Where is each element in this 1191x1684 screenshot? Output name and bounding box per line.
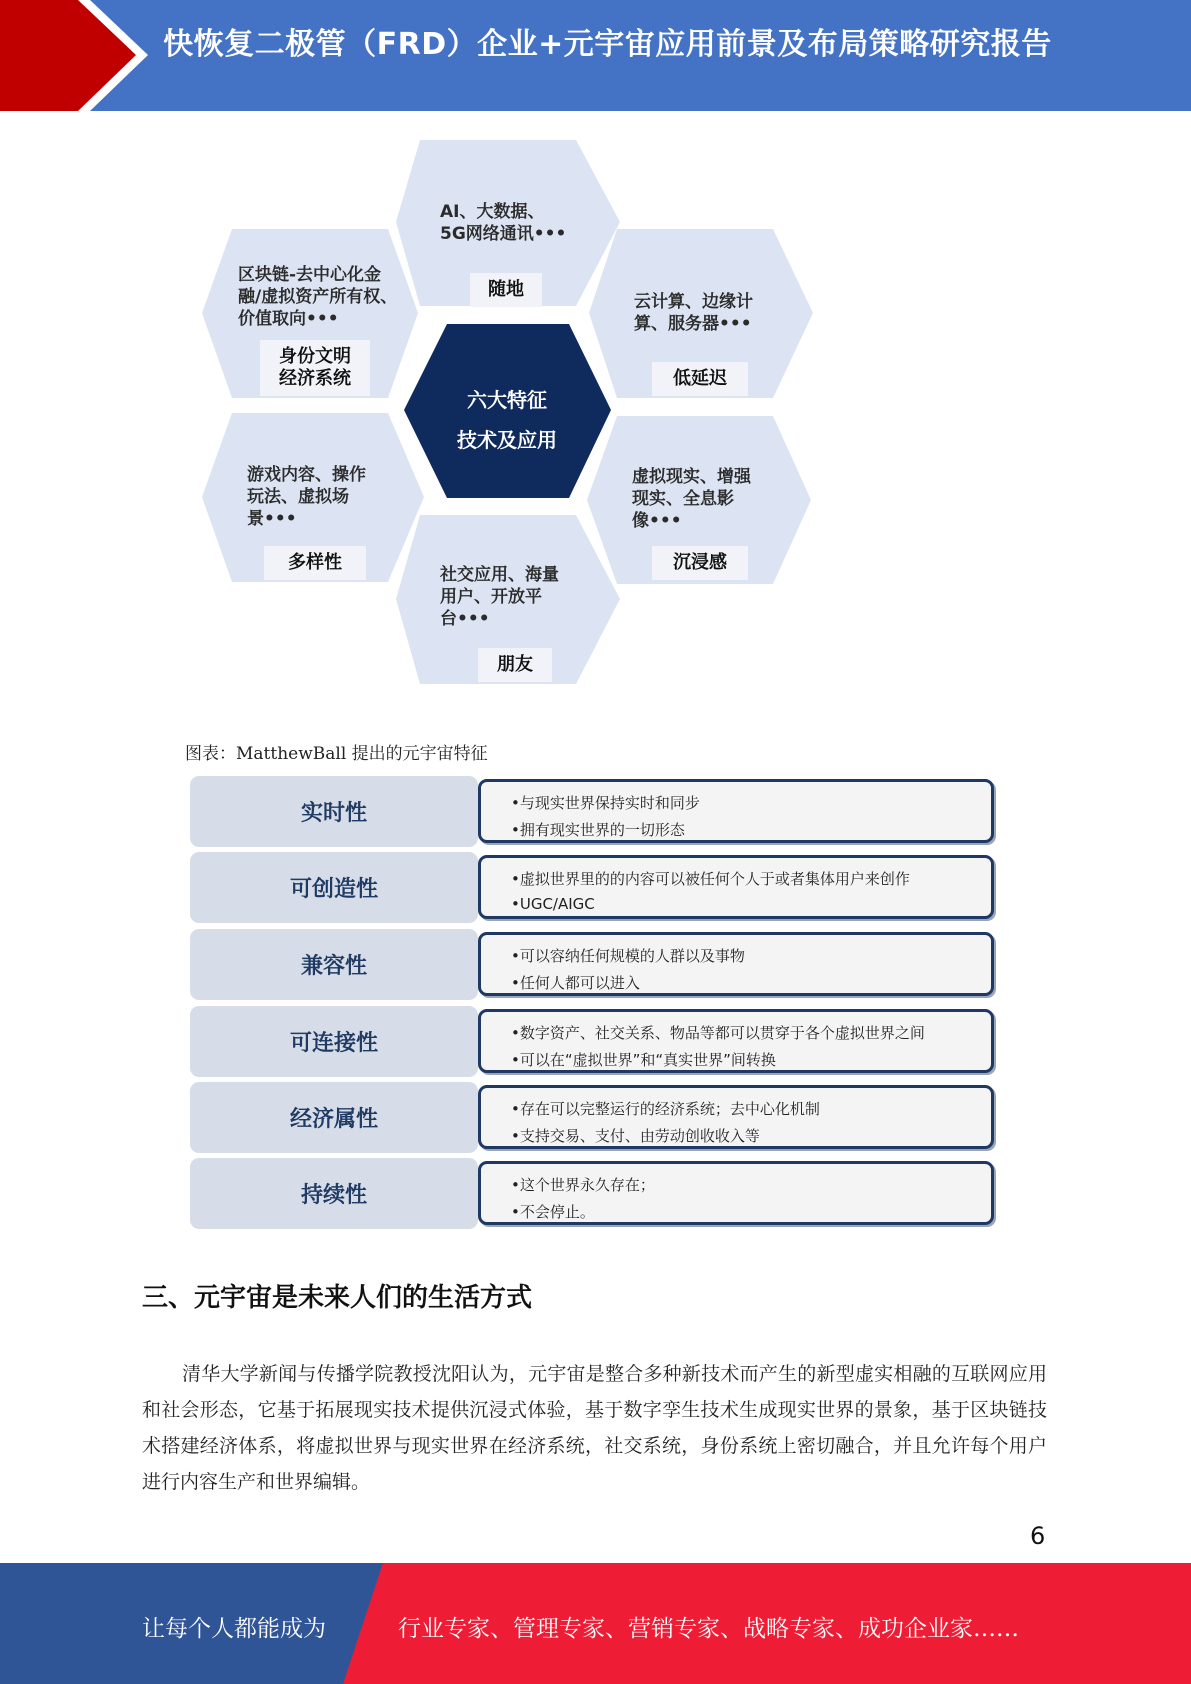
feature-description <box>478 1009 994 1073</box>
section-heading: 三、元宇宙是未来人们的生活方式 <box>142 1283 533 1313</box>
feature-name: 兼容性 <box>190 929 478 1000</box>
hex-top-label: 随地 <box>470 273 542 307</box>
feature-description <box>478 855 994 919</box>
hex-bottom-text: 社交应用、海量 用户、开放平 台••• <box>440 565 559 629</box>
feature-description <box>478 1085 994 1149</box>
feature-line-2: •可以在“虚拟世界”和“真实世界”间转换 <box>511 1051 776 1069</box>
feature-description <box>478 932 994 996</box>
feature-description <box>478 779 994 843</box>
center-line-1: 六大特征 <box>467 388 547 412</box>
hex-bottom-label: 朋友 <box>478 648 552 682</box>
hex-upper-right-label: 低延迟 <box>652 362 748 396</box>
feature-row <box>190 776 994 847</box>
hex-lower-right-label: 沉浸感 <box>652 546 748 580</box>
hex-center-text <box>404 380 610 460</box>
hex-lower-left-label: 多样性 <box>264 546 366 580</box>
footer-slogan-left: 让每个人都能成为 <box>142 1616 326 1642</box>
body-paragraph: 清华大学新闻与传播学院教授沈阳认为，元宇宙是整合多种新技术而产生的新型虚实相融的互联网应用和社会形态，它基于拓展现实技术提供沉浸式体验，基于数字孪生技术生成现实世界的景象，基于区块链技术搭建经济体系，将虚拟世界与现实世界在经济系统，社交系统，身份系统上密切融合，并且允许每个用户进行内容生产和世界编辑。 <box>142 1363 1047 1493</box>
hex-upper-left-label: 身份文明 经济系统 <box>260 340 370 396</box>
page-footer <box>0 1563 1191 1684</box>
feature-name: 可创造性 <box>190 852 478 923</box>
feature-line-1: •可以容纳任何规模的人群以及事物 <box>511 947 745 965</box>
page-number: 6 <box>1030 1522 1046 1550</box>
figure-caption: 图表：MatthewBall 提出的元宇宙特征 <box>185 744 488 764</box>
six-features-diagram <box>0 0 1191 700</box>
feature-line-2: •UGC/AIGC <box>511 895 595 913</box>
feature-row <box>190 1006 994 1077</box>
feature-name: 经济属性 <box>190 1082 478 1153</box>
footer-slogan-right: 行业专家、管理专家、营销专家、战略专家、成功企业家…… <box>398 1616 1019 1642</box>
hex-upper-right-text: 云计算、边缘计 算、服务器••• <box>634 292 753 334</box>
report-title: 快恢复二极管（FRD）企业+元宇宙应用前景及布局策略研究报告 <box>163 27 1052 62</box>
hexagon-shapes <box>0 0 1191 700</box>
feature-line-2: •支持交易、支付、由劳动创收收入等 <box>511 1127 760 1145</box>
feature-row <box>190 1158 994 1229</box>
hex-lower-left-text: 游戏内容、操作 玩法、虚拟场 景••• <box>247 465 366 529</box>
feature-row <box>190 1082 994 1153</box>
hex-top-text: AI、大数据、 5G网络通讯••• <box>440 202 567 244</box>
hex-lower-right-text: 虚拟现实、增强 现实、全息影 像••• <box>632 467 751 531</box>
feature-line-1: •存在可以完整运行的经济系统；去中心化机制 <box>511 1100 820 1118</box>
feature-name: 可连接性 <box>190 1006 478 1077</box>
feature-name: 实时性 <box>190 776 478 847</box>
feature-row <box>190 852 994 923</box>
feature-line-1: •这个世界永久存在； <box>511 1176 655 1194</box>
feature-line-1: •虚拟世界里的的内容可以被任何个人于或者集体用户来创作 <box>511 870 910 888</box>
feature-description <box>478 1161 994 1225</box>
feature-row <box>190 929 994 1000</box>
center-line-2: 技术及应用 <box>457 428 557 452</box>
hex-upper-left-text: 区块链-去中心化金 融/虚拟资产所有权、 价值取向••• <box>238 265 398 329</box>
feature-line-2: •不会停止。 <box>511 1203 595 1221</box>
feature-name: 持续性 <box>190 1158 478 1229</box>
feature-line-2: •任何人都可以进入 <box>511 974 640 992</box>
feature-line-1: •数字资产、社交关系、物品等都可以贯穿于各个虚拟世界之间 <box>511 1024 925 1042</box>
feature-line-1: •与现实世界保持实时和同步 <box>511 794 700 812</box>
feature-line-2: •拥有现实世界的一切形态 <box>511 821 685 839</box>
